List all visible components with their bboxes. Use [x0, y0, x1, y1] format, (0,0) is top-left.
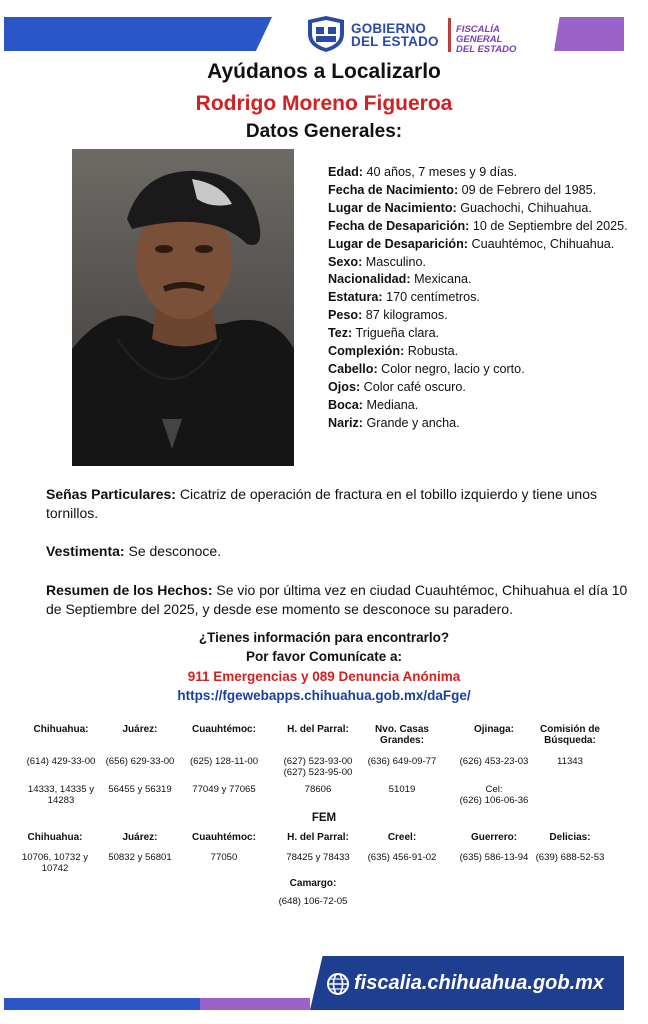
table-header: Comisión de Búsqueda: — [539, 724, 600, 746]
detail-value: 09 de Febrero del 1985. — [458, 182, 597, 197]
detail-row — [328, 218, 630, 236]
fiscalia-line-2: DEL ESTADO — [456, 44, 517, 55]
extension-number: (635) 456-91-02 — [367, 852, 437, 863]
fem-title: FEM — [311, 812, 337, 824]
extension-number: 51019 — [388, 784, 416, 795]
detail-value: Guachochi, Chihuahua. — [456, 200, 592, 215]
detail-label: Ojos: — [328, 379, 361, 394]
detail-row — [328, 415, 630, 433]
detail-label: Nariz: — [328, 415, 363, 430]
table-header: Juárez: — [122, 724, 158, 735]
table-header: Guerrero: — [470, 832, 518, 843]
detail-row — [328, 200, 630, 218]
extension-number: 50832 y 56801 — [108, 852, 172, 863]
detail-value: Cuauhtémoc, Chihuahua. — [467, 236, 615, 251]
summary — [46, 581, 642, 619]
detail-label: Lugar de Nacimiento: — [328, 200, 457, 215]
detail-label: Estatura: — [328, 290, 383, 305]
detail-row — [328, 397, 630, 415]
resumen-label: Resumen de los Hechos: — [46, 582, 213, 598]
table-header: Ojinaga: — [473, 724, 514, 735]
detail-value: Color café oscuro. — [360, 379, 466, 394]
person-photo — [72, 149, 294, 466]
detail-label: Lugar de Desaparición: — [328, 236, 468, 251]
extension-number: 78425 y 78433 — [286, 852, 350, 863]
footer-website-link[interactable]: fiscalia.chihuahua.gob.mx — [354, 972, 605, 994]
vestimenta-label: Vestimenta: — [46, 543, 125, 559]
gov-line-2: DEL ESTADO — [351, 34, 439, 49]
phone-number: (648) 106-72-05 — [278, 896, 348, 907]
detail-row — [328, 254, 630, 272]
senas-value: Cicatriz de operación de fractura en el tobillo izquierdo y tiene unos tornillos. — [46, 486, 597, 521]
distinguishing-marks — [46, 485, 636, 523]
detail-label: Fecha de Nacimiento: — [328, 182, 459, 197]
detail-row — [328, 182, 630, 200]
detail-label: Cabello: — [328, 361, 378, 376]
detail-row — [328, 271, 630, 289]
clothing — [46, 542, 636, 561]
extension-number: 77049 y 77065 — [192, 784, 256, 795]
detail-value: 10 de Septiembre del 2025. — [469, 218, 628, 233]
detail-label: Nacionalidad: — [328, 272, 411, 287]
detail-value: Robusta. — [404, 344, 459, 359]
section-title: Datos Generales: — [245, 121, 403, 142]
contact-call: Por favor Comunícate a: — [245, 649, 403, 664]
phone-number: 11343 — [557, 756, 583, 767]
contact-question: ¿Tienes información para encontrarlo? — [198, 630, 450, 645]
detail-row — [328, 361, 630, 379]
detail-value: Mediana. — [363, 397, 419, 412]
phone-number: (627) 523-93-00 (627) 523-95-00 — [283, 756, 353, 778]
table-header: Delicias: — [549, 832, 591, 843]
extension-number: 77050 — [210, 852, 238, 863]
table-header: Creel: — [387, 832, 417, 843]
table-header: Cuauhtémoc: — [192, 832, 256, 843]
page-title: Ayúdanos a Localizarlo — [207, 60, 441, 83]
government-logo-text — [351, 22, 443, 48]
detail-row — [328, 307, 630, 325]
detail-label: Boca: — [328, 397, 363, 412]
phone-number: (625) 128-11-00 — [189, 756, 259, 767]
detail-label: Tez: — [328, 326, 353, 341]
phone-number: (636) 649-09-77 — [367, 756, 437, 767]
header-blue-bar — [4, 17, 272, 51]
state-shield-icon — [305, 14, 347, 54]
table-header: Juárez: — [122, 832, 158, 843]
extension-number: 14333, 14335 y 14283 — [27, 784, 95, 806]
detail-value: 87 kilogramos. — [362, 308, 448, 323]
table-header: H. del Parral: — [287, 832, 349, 843]
detail-row — [328, 236, 630, 254]
detail-row — [328, 343, 630, 361]
extension-number: 56455 y 56319 — [108, 784, 172, 795]
detail-row — [328, 289, 630, 307]
vestimenta-value: Se desconoce. — [124, 543, 222, 559]
emergency-numbers: 911 Emergencias y 089 Denuncia Anónima — [187, 669, 461, 684]
extension-number: 10706, 10732 y 10742 — [21, 852, 89, 874]
table-header: Chihuahua: — [33, 724, 89, 735]
detail-row — [328, 164, 630, 182]
detail-value: Grande y ancha. — [363, 415, 460, 430]
fiscalia-line-1: FISCALÍA GENERAL — [456, 24, 503, 45]
detail-value: 40 años, 7 meses y 9 días. — [362, 165, 517, 179]
resumen-value: Se vio por última vez en ciudad Cuauhtémoc, Chihuahua el día 10 de Septiembre del 2025, y desde ese momento se desconoce su paradero. — [46, 582, 628, 617]
table-header: Nvo. Casas Grandes: — [375, 724, 429, 746]
extension-number: (639) 688-52-53 — [535, 852, 605, 863]
phone-number: (614) 429-33-00 — [26, 756, 96, 767]
detail-label: Peso: — [328, 308, 363, 323]
details-list — [328, 164, 630, 433]
extension-number: Cel: (626) 106-06-36 — [459, 784, 529, 806]
phone-number: (656) 629-33-00 — [105, 756, 175, 767]
detail-value: Masculino. — [362, 254, 426, 269]
phone-number: (626) 453-23-03 — [459, 756, 529, 767]
logo-divider — [448, 18, 451, 52]
detail-label: Edad: — [328, 165, 363, 179]
detail-value: Color negro, lacio y corto. — [377, 361, 525, 376]
extension-number: (635) 586-13-94 — [459, 852, 529, 863]
report-url-link[interactable]: https://fgewebapps.chihuahua.gob.mx/daFge/ — [177, 688, 471, 703]
gov-line-1: GOBIERNO — [351, 21, 427, 36]
detail-value: 170 centímetros. — [382, 290, 480, 305]
extension-number: 78606 — [304, 784, 332, 795]
header-purple-bar — [554, 17, 624, 51]
senas-label: Señas Particulares: — [46, 486, 176, 502]
detail-label: Sexo: — [328, 254, 363, 269]
detail-label: Complexión: — [328, 344, 405, 359]
table-header: Cuauhtémoc: — [192, 724, 256, 735]
detail-row — [328, 325, 630, 343]
fiscalia-logo-text — [456, 25, 536, 55]
table-header: Camargo: — [289, 878, 337, 889]
detail-value: Mexicana. — [410, 272, 472, 287]
table-header: H. del Parral: — [287, 724, 349, 735]
footer-purple-bar — [200, 998, 310, 1010]
detail-row — [328, 379, 630, 397]
detail-value: Trigueña clara. — [352, 326, 440, 341]
globe-icon — [326, 972, 350, 996]
table-header: Chihuahua: — [27, 832, 83, 843]
person-name: Rodrigo Moreno Figueroa — [195, 92, 453, 115]
detail-label: Fecha de Desaparición: — [328, 218, 470, 233]
